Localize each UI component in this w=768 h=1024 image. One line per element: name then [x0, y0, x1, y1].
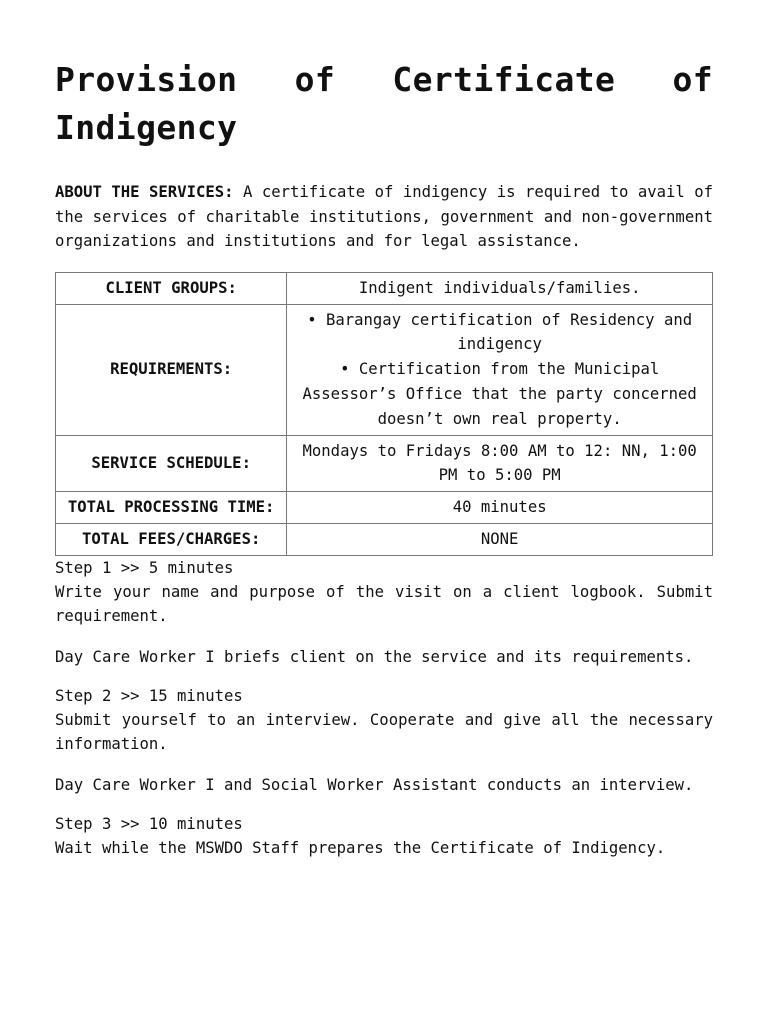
step-worker-action: Day Care Worker I and Social Worker Assistant conducts an interview. [55, 775, 694, 794]
step-heading: Step 3 >> 10 minutes [55, 814, 243, 833]
table-row-fees [56, 523, 713, 555]
step-client-action: Wait while the MSWDO Staff prepares the Certificate of Indigency. [55, 838, 666, 857]
about-lead: ABOUT THE SERVICES: [55, 183, 234, 201]
table-row-client-groups [56, 272, 713, 304]
fees-value: NONE [287, 523, 713, 555]
requirements-label: REQUIREMENTS: [56, 304, 287, 435]
about-paragraph [55, 180, 713, 254]
table-row-requirements [56, 304, 713, 435]
step-3 [55, 812, 713, 860]
fees-label: TOTAL FEES/CHARGES: [56, 523, 287, 555]
about-text: A certificate of indigency is required to avail of the services of charitable institutions, government and non-government organizations and institutions and for legal assistance. [55, 183, 713, 251]
processing-time-value: 40 minutes [287, 492, 713, 524]
step-worker-action: Day Care Worker I briefs client on the service and its requirements. [55, 647, 694, 666]
step-1 [55, 556, 713, 669]
client-groups-value: Indigent individuals/families. [287, 272, 713, 304]
table-row-schedule [56, 435, 713, 492]
step-client-action: Write your name and purpose of the visit on a client logbook. Submit requirement. [55, 582, 713, 625]
client-groups-label: CLIENT GROUPS: [56, 272, 287, 304]
schedule-value: Mondays to Fridays 8:00 AM to 12: NN, 1:00 PM to 5:00 PM [287, 435, 713, 492]
step-heading: Step 1 >> 5 minutes [55, 558, 234, 577]
requirement-item: • Certification from the Municipal Assessor’s Office that the party concerned doesn’t own real property. [302, 360, 697, 428]
step-client-action: Submit yourself to an interview. Cooperate and give all the necessary information. [55, 710, 713, 753]
steps-section [55, 556, 713, 860]
step-2 [55, 684, 713, 797]
page-title: Provision of Certificate of Indigency [55, 60, 713, 147]
table-row-processing-time [56, 492, 713, 524]
service-info-table [55, 272, 713, 556]
requirements-value [287, 304, 713, 435]
step-heading: Step 2 >> 15 minutes [55, 686, 243, 705]
processing-time-label: TOTAL PROCESSING TIME: [56, 492, 287, 524]
schedule-label: SERVICE SCHEDULE: [56, 435, 287, 492]
requirement-item: • Barangay certification of Residency and indigency [307, 310, 693, 354]
